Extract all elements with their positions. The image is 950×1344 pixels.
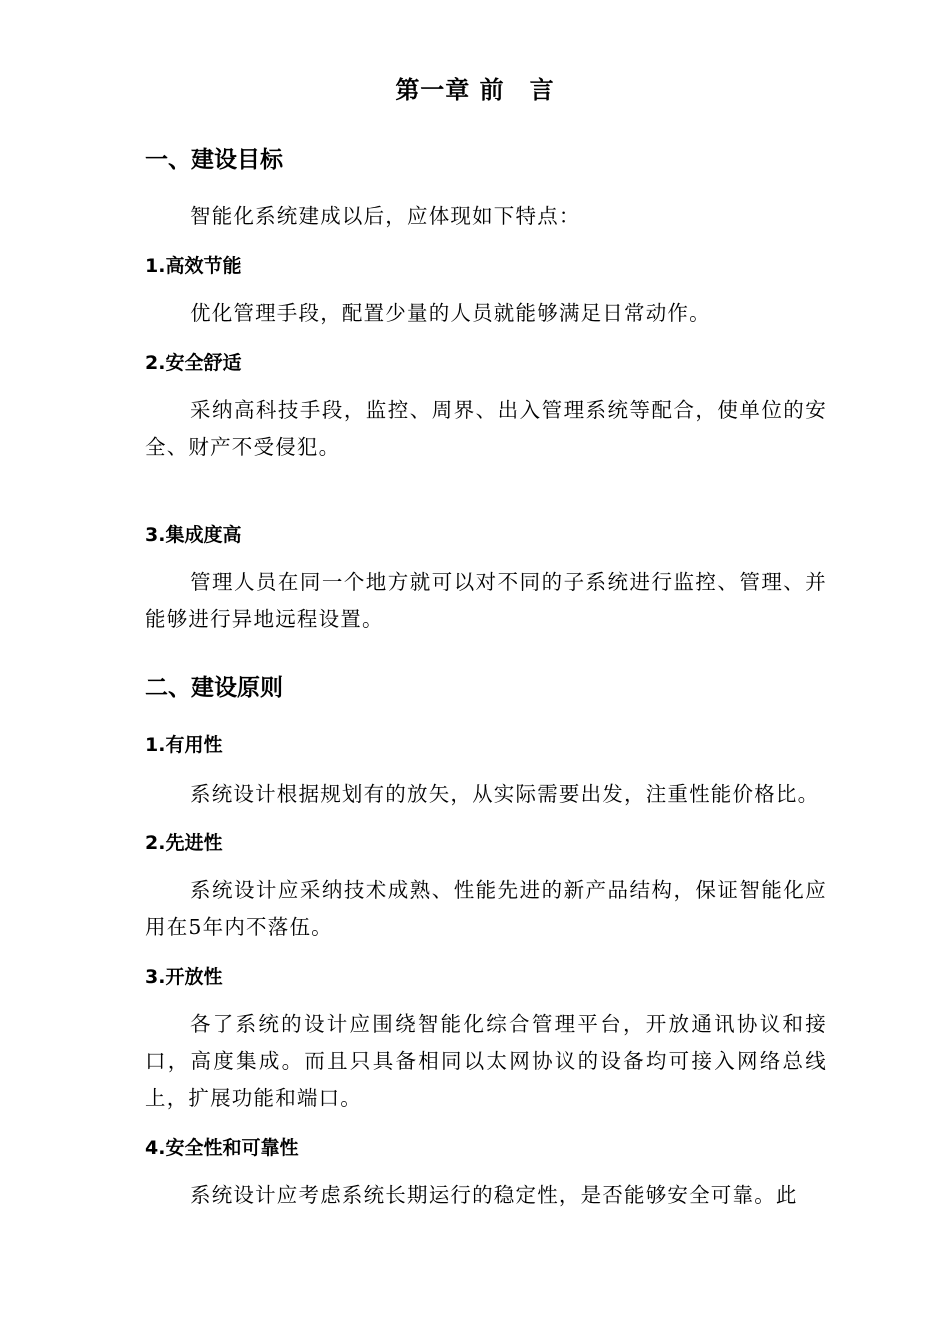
section-heading-principles: 二、建设原则 bbox=[145, 675, 283, 701]
goal-item-title: 3.集成度高 bbox=[145, 524, 242, 546]
principle-item-title: 2.先进性 bbox=[145, 832, 223, 854]
goal-item-title: 1.高效节能 bbox=[145, 255, 242, 277]
goal-item-text: 管理人员在同一个地方就可以对不同的子系统进行监控、管理、并能够进行异地远程设置。 bbox=[145, 570, 827, 631]
section1-intro-paragraph: 智能化系统建成以后，应体现如下特点： bbox=[190, 204, 581, 228]
principle-item-text: 系统设计应考虑系统长期运行的稳定性，是否能够安全可靠。此 bbox=[190, 1183, 798, 1207]
principle-item-title: 1.有用性 bbox=[145, 734, 223, 756]
principle-item-title: 4.安全性和可靠性 bbox=[145, 1137, 299, 1159]
principle-item-text: 系统设计应采纳技术成熟、性能先进的新产品结构，保证智能化应用在5年内不落伍。 bbox=[145, 878, 827, 939]
principle-item-text: 各了系统的设计应围绕智能化综合管理平台，开放通讯协议和接口，高度集成。而且只具备相同以太网协议的设备均可接入网络总线上，扩展功能和端口。 bbox=[145, 1012, 827, 1110]
goal-item-text: 采纳高科技手段，监控、周界、出入管理系统等配合，使单位的安全、财产不受侵犯。 bbox=[145, 398, 827, 459]
chapter-title: 第一章 前 言 bbox=[395, 76, 555, 104]
principle-item-text: 系统设计根据规划有的放矢，从实际需要出发，注重性能价格比。 bbox=[190, 782, 820, 806]
principle-item-title: 3.开放性 bbox=[145, 966, 223, 988]
goal-item-title: 2.安全舒适 bbox=[145, 352, 242, 374]
goal-item-text: 优化管理手段，配置少量的人员就能够满足日常动作。 bbox=[190, 301, 711, 325]
section-heading-goals: 一、建设目标 bbox=[145, 147, 283, 173]
